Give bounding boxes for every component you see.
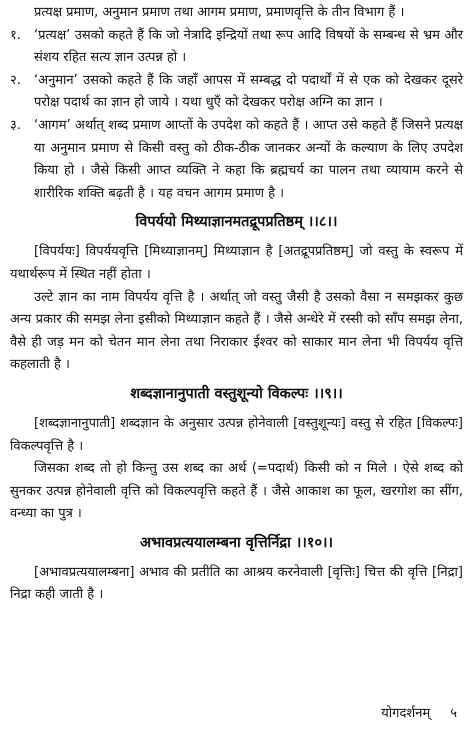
page-footer <box>0 704 457 724</box>
sutra-8-explanation: उल्टे ज्ञान का नाम विपर्यय वृत्ति है । अर्थात् जो वस्तु जैसी है उसको वैसा न समझकर कुछ अन्य प्रकार की समझ लेना इसीको मिथ्याज्ञान कहते हैं । जैसे अन्धेरे में रस्सी को साँप समझ लेना, वैसे ही जड़ मन को चेतन मान लेना तथा निराकार ईश्वर को साकार मान लेना भी विपर्यय वृत्ति कहलाती है । <box>10 289 463 373</box>
sutra-9-word-meaning: [शब्दज्ञानानुपाती] शब्दज्ञान के अनुसार उत्पन्न होनेवाली [वस्तुशून्यः] वस्तु से रहित [विकल्पः] विकल्पवृत्ति है । <box>10 415 463 454</box>
book-title: योगदर्शनम् <box>381 706 431 721</box>
list-item-pratyaksha <box>10 25 463 70</box>
sutra-9-explanation: जिसका शब्द तो हो किन्तु उस शब्द का अर्थ (=पदार्थ) किसी को न मिले । ऐसे शब्द को सुनकर उत्पन्न होनेवाली वृत्ति को विकल्पवृत्ति कहते हैं । जैसे आकाश का फूल, खरगोश का सींग, वन्ध्या का पुत्र । <box>10 461 463 522</box>
list-item-anumana <box>10 70 463 115</box>
list-item-number: १. <box>10 27 21 43</box>
intro-paragraph: प्रत्यक्ष प्रमाण, अनुमान प्रमाण तथा आगम प्रमाण, प्रमाणवृत्ति के तीन विभाग हैं । <box>34 5 405 20</box>
sutra-heading-8: विपर्ययो मिथ्याज्ञानमतद्रूपप्रतिष्ठम् ।।८।। <box>135 213 338 231</box>
page-number: ५ <box>450 706 457 721</box>
sutra-heading-10: अभावप्रत्ययालम्बना वृत्तिर्निद्रा ।।१०।। <box>140 533 333 551</box>
list-item-text: ‘आगम’ अर्थात् शब्द प्रमाण आप्तों के उपदेश को कहते हैं । आप्त उसे कहते हैं जिसने प्रत्यक्ष या अनुमान प्रमाण से किसी वस्तु को ठीक-ठीक जानकर अन्यों के कल्याण के लिए उपदेश किया हो । जैसे किसी आप्त व्यक्ति ने कहा कि ब्रह्मचर्य का पालन तथा व्यायाम करने से शारीरिक शक्ति बढ़ती है । यह वचन आगम प्रमाण है । <box>34 117 463 201</box>
sutra-10-word-meaning: [अभावप्रत्ययालम्बना] अभाव की प्रतीति का आश्रय करनेवाली [वृत्तिः] चित्त की वृत्ति [निद्रा] निद्रा कही जाती है । <box>10 564 463 603</box>
list-item-agama <box>10 115 463 205</box>
list-item-number: २. <box>10 72 21 88</box>
list-item-text: ‘अनुमान’ उसको कहते हैं कि जहाँ आपस में सम्बद्ध दो पदार्थों में से एक को देखकर दूसरे परोक्ष पदार्थ का ज्ञान हो जाये । यथा धुएँ को देखकर परोक्ष अग्नि का ज्ञान । <box>34 72 463 111</box>
sutra-heading-9: शब्दज्ञानानुपाती वस्तुशून्यो विकल्पः ।।९।। <box>130 384 343 402</box>
list-item-text: ‘प्रत्यक्ष’ उसको कहते हैं कि जो नेत्रादि इन्द्रियों तथा रूप आदि विषयों के सम्बन्ध से भ्रम और संशय रहित सत्य ज्ञान उत्पन्न हो । <box>34 27 463 66</box>
sutra-8-word-meaning: [विपर्ययः] विपर्ययवृत्ति [मिथ्याज्ञानम्] मिथ्याज्ञान है [अतद्रूपप्रतिष्ठम्] जो वस्तु के स्वरूप में यथार्थरूप में स्थित नहीं होता । <box>10 244 463 282</box>
list-item-number: ३. <box>10 117 21 133</box>
